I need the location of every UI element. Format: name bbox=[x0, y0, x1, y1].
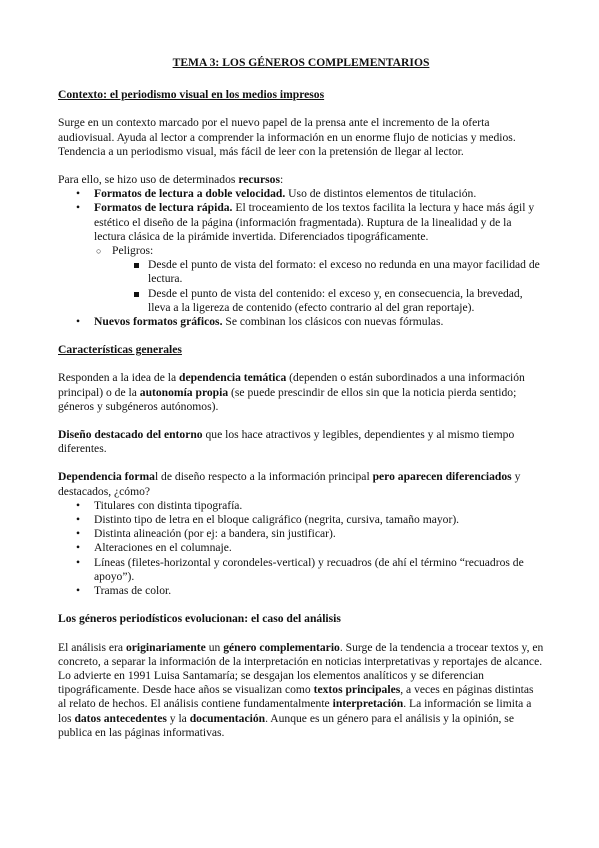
list-item: • Formatos de lectura rápida. El troceamiento de los textos facilita la lectura y hace más ágil y estético el diseño de la página (información fragmentada). Ruptura de la linealidad y de la lectura clásica de la pirámide invertida. Diferenciados tipográficamente. ○ Peligros: Desde el punto de vista del formato: el exceso no redunda en una mayor facilidad de lectura. Desde el punto de vista del contenido: el exceso y, en consecuencia, la brevedad, lleva a la ligereza de contenido (efecto contrario al del gran reportaje). bbox=[58, 201, 544, 315]
dangers-list bbox=[112, 258, 544, 315]
list-item: • Titulares con distinta tipografía. bbox=[58, 499, 544, 513]
list-item: • Líneas (filetes-horizontal y corondeles-vertical) y recuadros (de ahí el término “recuadros de apoyo”). bbox=[58, 556, 544, 584]
sub-list bbox=[94, 244, 544, 315]
analysis-paragraph: El análisis era originariamente un género complementario. Surge de la tendencia a trocear textos y, en concreto, a separar la información de la interpretación en noticias interpretativas y reportajes de alcance. Lo advierte en 1991 Luisa Santamaría; se desgajan los elementos analíticos y se diferencian tipográficamente. Desde hace años se visualizan como textos principales, a veces en páginas distintas al relato de hechos. El análisis contiene fundamentalmente interpretación. La información se limita a los datos antecedentes y la documentación. Aunque es un género para el análisis y la opinión, se publica en las páginas informativas. bbox=[58, 640, 544, 739]
list-item: ○ Peligros: Desde el punto de vista del formato: el exceso no redunda en una mayor facilidad de lectura. Desde el punto de vista del contenido: el exceso y, en consecuencia, la brevedad, lleva a la ligereza de contenido (efecto contrario al del gran reportaje). bbox=[94, 244, 544, 315]
list-item: • Distinto tipo de letra en el bloque caligráfico (negrita, cursiva, tamaño mayor). bbox=[58, 513, 544, 527]
resources-list bbox=[58, 187, 544, 329]
list-item: • Distinta alineación (por ej: a bandera, sin justificar). bbox=[58, 527, 544, 541]
document-title: TEMA 3: LOS GÉNEROS COMPLEMENTARIOS bbox=[172, 56, 430, 69]
characteristics-heading: Características generales bbox=[58, 343, 182, 357]
list-item: Desde el punto de vista del contenido: el exceso y, en consecuencia, la brevedad, lleva a la ligereza de contenido (efecto contrario al del gran reportaje). bbox=[112, 287, 544, 315]
list-item: Desde el punto de vista del formato: el exceso no redunda en una mayor facilidad de lectura. bbox=[112, 258, 544, 286]
list-item: • Nuevos formatos gráficos. Se combinan los clásicos con nuevas fórmulas. bbox=[58, 315, 544, 329]
document-body bbox=[58, 56, 544, 740]
list-item: • Alteraciones en el columnaje. bbox=[58, 541, 544, 555]
list-item: • Tramas de color. bbox=[58, 584, 544, 598]
analysis-heading: Los géneros periodísticos evolucionan: el caso del análisis bbox=[58, 612, 341, 626]
characteristics-paragraph-3: Dependencia formal de diseño respecto a la información principal pero aparecen diferenciados y destacados, ¿cómo? bbox=[58, 470, 521, 498]
design-list bbox=[58, 499, 544, 598]
resources-intro: Para ello, se hizo uso de determinados recursos: bbox=[58, 173, 284, 187]
characteristics-paragraph-2: Diseño destacado del entorno que los hace atractivos y legibles, dependientes y al mismo tiempo diferentes. bbox=[58, 428, 515, 456]
characteristics-paragraph-1: Responden a la idea de la dependencia temática (dependen o están subordinados a una información principal) o de la autonomía propia (se puede prescindir de ellos sin que la noticia pierda sentido; géneros y subgéneros autónomos). bbox=[58, 371, 525, 413]
context-paragraph: Surge en un contexto marcado por el nuevo papel de la prensa ante el incremento de la oferta audiovisual. Ayuda al lector a comprender la información en un enorme flujo de noticias y medios. Tendencia a un periodismo visual, más fácil de leer con la pretensión de llegar al lector. bbox=[58, 116, 516, 158]
list-item: • Formatos de lectura a doble velocidad. Uso de distintos elementos de titulación. bbox=[58, 187, 544, 201]
context-heading: Contexto: el periodismo visual en los medios impresos bbox=[58, 88, 325, 102]
